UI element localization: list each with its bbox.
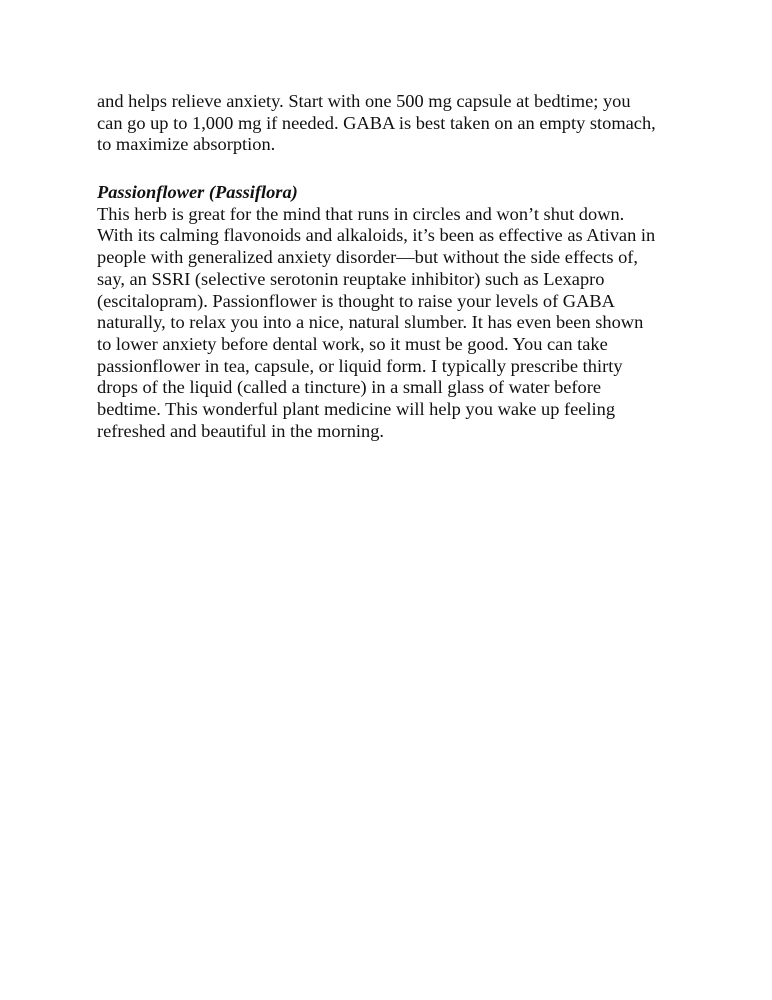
paragraph-line: drops of the liquid (called a tincture) in a small glass of water before xyxy=(97,377,602,398)
paragraph-line: (escitalopram). Passionflower is thought to raise your levels of GABA xyxy=(97,290,615,311)
paragraph-line: passionflower in tea, capsule, or liquid form. I typically prescribe thirty xyxy=(97,355,623,376)
paragraph-line: refreshed and beautiful in the morning. xyxy=(97,420,385,441)
passionflower-section xyxy=(97,182,687,442)
paragraph-line: bedtime. This wonderful plant medicine will help you wake up feeling xyxy=(97,399,616,420)
paragraph-line: can go up to 1,000 mg if needed. GABA is best taken on an empty stomach, xyxy=(97,112,656,133)
paragraph-line: people with generalized anxiety disorder—but without the side effects of, xyxy=(97,247,638,268)
paragraph-line: and helps relieve anxiety. Start with one 500 mg capsule at bedtime; you xyxy=(97,91,631,111)
paragraph-line: to maximize absorption. xyxy=(97,134,276,155)
continued-paragraph xyxy=(97,91,687,156)
paragraph-line: naturally, to relax you into a nice, natural slumber. It has even been shown xyxy=(97,312,644,333)
paragraph-line: With its calming flavonoids and alkaloids, it’s been as effective as Ativan in xyxy=(97,225,656,246)
paragraph-line: to lower anxiety before dental work, so it must be good. You can take xyxy=(97,333,608,354)
paragraph-line: This herb is great for the mind that runs in circles and won’t shut down. xyxy=(97,203,625,224)
paragraph-line: say, an SSRI (selective serotonin reuptake inhibitor) such as Lexapro xyxy=(97,268,605,289)
section-heading: Passionflower (Passiflora) xyxy=(97,182,298,202)
